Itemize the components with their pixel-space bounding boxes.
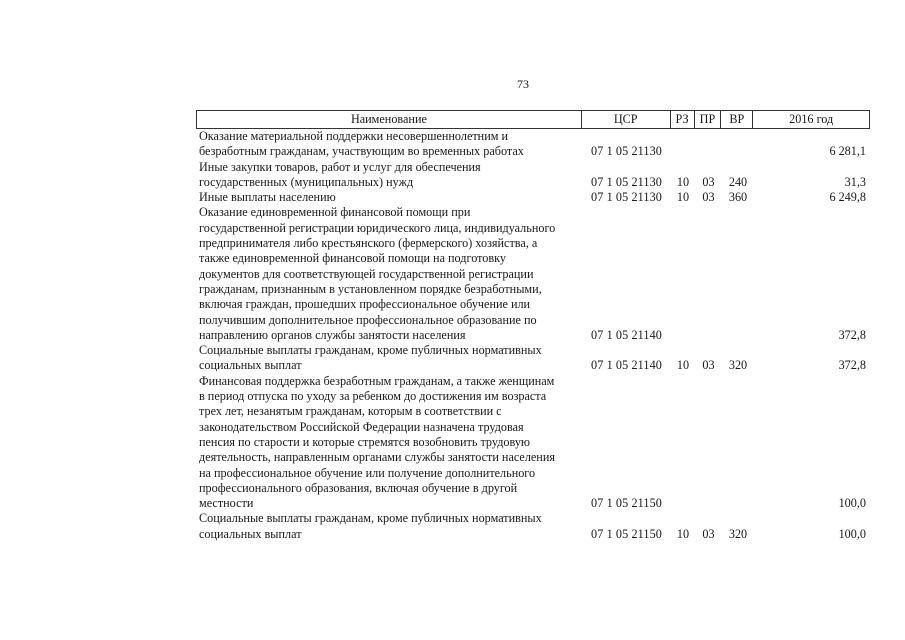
row-codes (582, 496, 870, 511)
row-csr: 07 1 05 21130 (591, 174, 662, 189)
table-row (196, 205, 870, 343)
table-row (196, 160, 870, 191)
row-vr (722, 144, 754, 159)
row-name: Оказание единовременной финансовой помощи при государственной регистрации юридического лица, индивидуального предпринимателя либо крестьянского (фермерского) хозяйства, а также единовременной финансовой помощи на подготовку документов для соответствующей государственной регистрации гражданам, признанным в установленном порядке безработными, включая граждан, прошедших профессиональное обучение или получившим дополнительное профессиональное образование по направлению органов службы занятости населения (199, 205, 556, 342)
row-sum: 372,8 (838, 358, 866, 373)
header-name: Наименование (197, 111, 582, 128)
row-rz: 10 (676, 190, 690, 205)
row-sum: 100,0 (838, 526, 866, 541)
row-codes (582, 358, 870, 373)
row-rz (671, 144, 695, 159)
row-name: Финансовая поддержка безработным гражданам, а также женщинам в период отпуска по уходу за ребенком до достижения им возраста трех лет, незанятым гражданам, которым в соответствии с законодательством Российской Федерации назначена трудовая пенсия по старости и которые стремятся возобновить трудовую деятельность, направленным органами службы занятости населения на профессиональное обучение или получение дополнительного профессионального образования, включая обучение в другой местности (199, 373, 555, 511)
header-pr: ПР (695, 111, 722, 128)
row-sum: 6 281,1 (829, 144, 866, 159)
row-name: Социальные выплаты гражданам, кроме публичных нормативных социальных выплат (199, 511, 542, 541)
row-csr: 07 1 05 21140 (591, 327, 662, 342)
row-vr (722, 328, 754, 343)
row-name: Иные выплаты населению (199, 190, 336, 205)
row-codes (582, 190, 870, 205)
row-sum: 372,8 (838, 327, 866, 342)
row-pr: 03 (702, 174, 715, 189)
row-rz: 10 (676, 526, 690, 541)
row-name: Социальные выплаты гражданам, кроме публичных нормативных социальных выплат (199, 343, 542, 373)
row-codes (582, 328, 870, 343)
row-csr: 07 1 05 21150 (591, 526, 662, 541)
row-pr: 03 (702, 526, 715, 541)
row-sum: 6 249,8 (829, 190, 866, 205)
header-year: 2016 год (789, 112, 834, 126)
row-pr: 03 (702, 190, 715, 205)
row-vr: 320 (728, 526, 748, 541)
row-sum: 100,0 (838, 496, 866, 511)
row-rz: 10 (676, 174, 690, 189)
row-csr: 07 1 05 21130 (591, 190, 662, 205)
row-name: Иные закупки товаров, работ и услуг для обеспечения государственных (муниципальных) нужд (199, 159, 481, 189)
row-rz (671, 328, 695, 343)
row-name: Оказание материальной поддержки несовершеннолетним и безработным гражданам, участвующим во временных работах (199, 129, 524, 159)
row-csr: 07 1 05 21150 (591, 496, 662, 511)
row-vr: 360 (728, 190, 748, 205)
budget-table (196, 110, 870, 542)
row-pr (695, 328, 722, 343)
header-vr: ВР (721, 111, 753, 128)
row-rz (671, 496, 695, 511)
header-rz: РЗ (671, 111, 695, 128)
page-number: 73 (517, 77, 529, 91)
table-row (196, 511, 870, 542)
row-vr (722, 496, 754, 511)
row-vr: 320 (728, 358, 748, 373)
row-codes (582, 175, 870, 190)
row-pr (695, 496, 722, 511)
table-row (196, 374, 870, 512)
row-csr: 07 1 05 21130 (591, 144, 662, 159)
row-vr: 240 (728, 174, 748, 189)
table-header (196, 110, 870, 129)
row-codes (582, 144, 870, 159)
table-body (196, 129, 870, 542)
row-codes (582, 527, 870, 542)
row-pr (695, 144, 722, 159)
header-csr: ЦСР (582, 111, 671, 128)
row-sum: 31,3 (844, 174, 866, 189)
table-row (196, 190, 870, 205)
row-csr: 07 1 05 21140 (591, 358, 662, 373)
row-rz: 10 (676, 358, 690, 373)
table-row (196, 129, 870, 160)
table-row (196, 343, 870, 374)
row-pr: 03 (702, 358, 715, 373)
